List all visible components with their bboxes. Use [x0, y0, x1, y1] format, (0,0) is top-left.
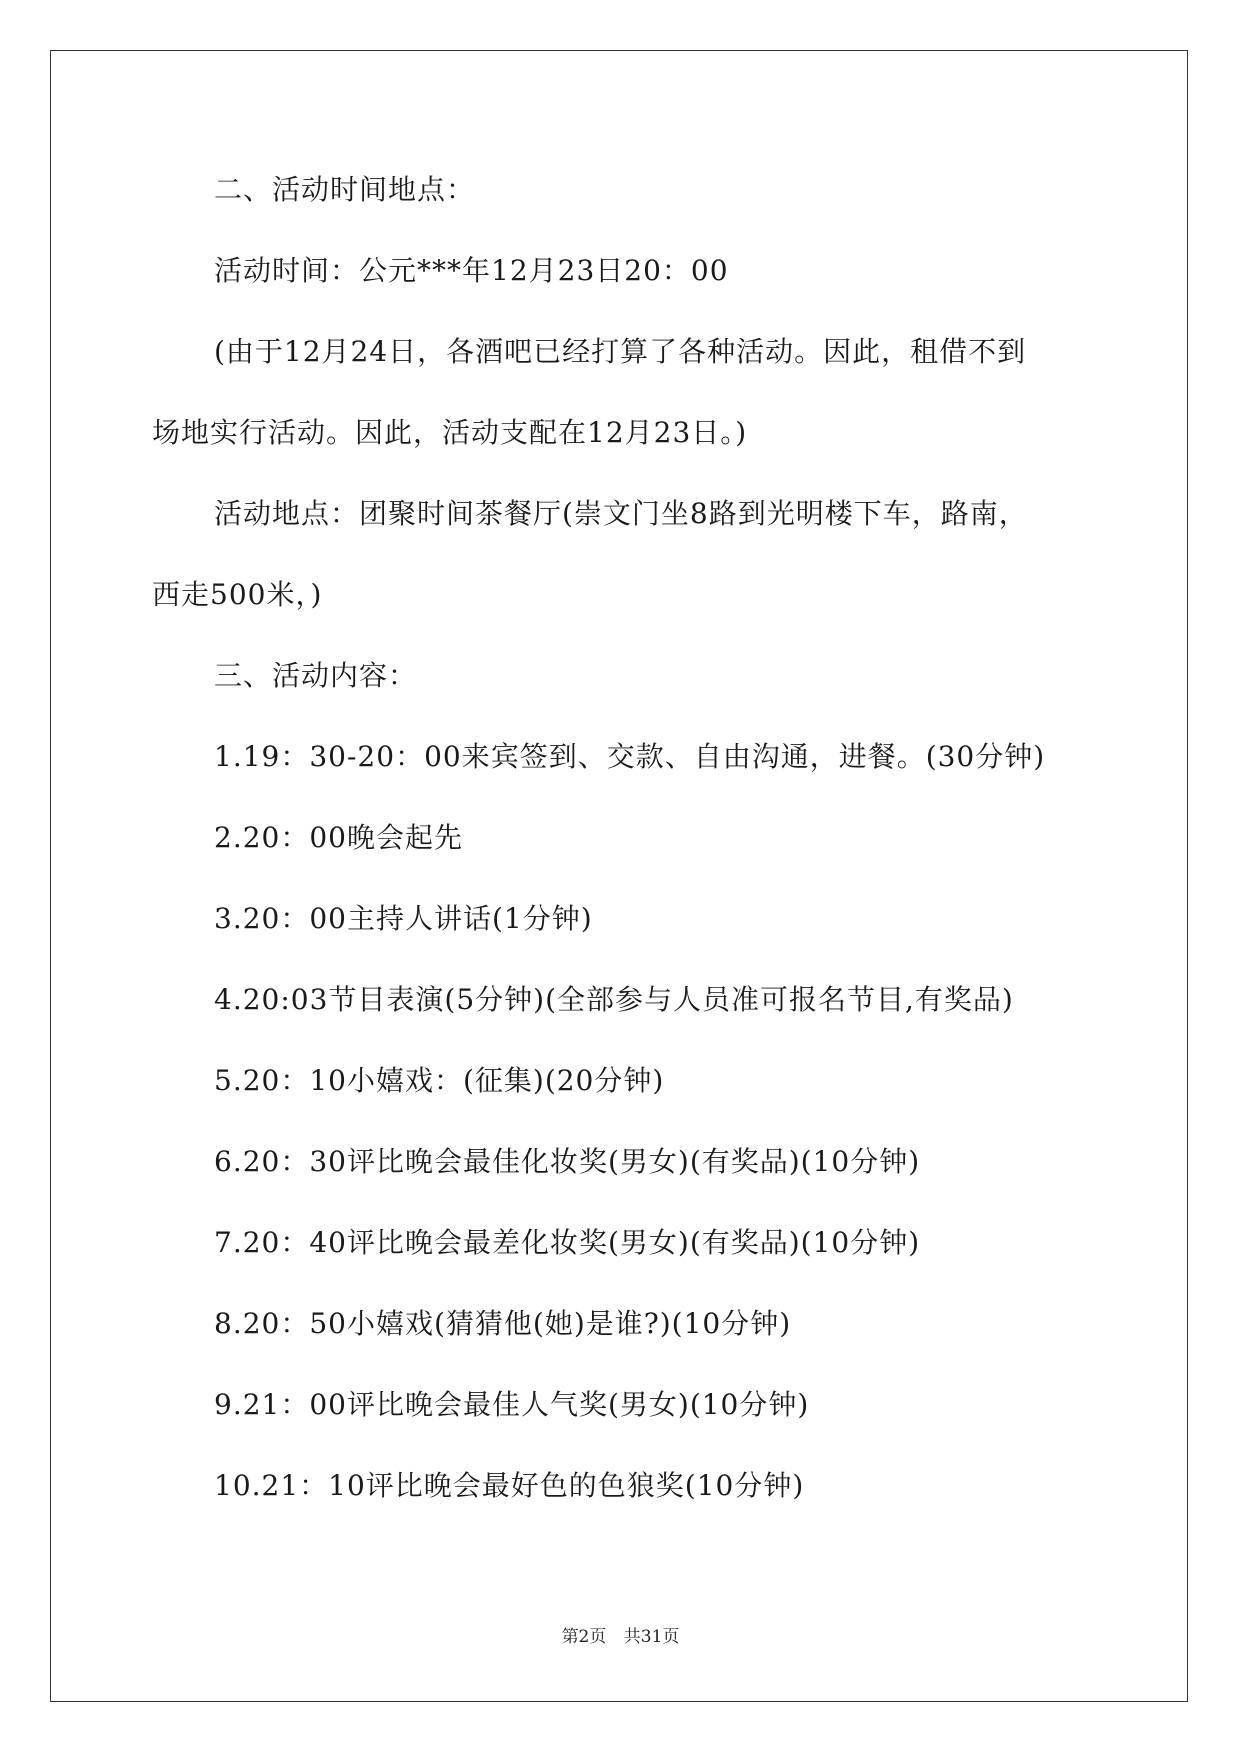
list-item: 7.20：40评比晚会最差化妆奖(男女)(有奖品)(10分钟) — [214, 1226, 921, 1259]
list-item: 8.20：50小嬉戏(猜猜他(她)是谁?)(10分钟) — [214, 1307, 792, 1340]
section-heading-time-place: 二、活动时间地点： — [214, 173, 476, 206]
activity-time: 活动时间：公元***年12月23日20：00 — [214, 254, 729, 287]
list-item: 6.20：30评比晚会最佳化妆奖(男女)(有奖品)(10分钟) — [214, 1145, 921, 1178]
current-page-label: 第2页 — [561, 1627, 607, 1647]
total-pages-label: 共31页 — [623, 1627, 680, 1647]
activity-place-line-1: 活动地点：团聚时间茶餐厅(崇文门坐8路到光明楼下车，路南， — [214, 497, 1028, 530]
list-item: 4.20:03节目表演(5分钟)(全部参与人员准可报名节目,有奖品) — [214, 983, 1014, 1016]
paragraph-note-line-2: 场地实行活动。因此，活动支配在12月23日。) — [152, 416, 748, 449]
list-item: 10.21：10评比晚会最好色的色狼奖(10分钟) — [214, 1469, 805, 1502]
page-footer — [0, 1622, 1241, 1647]
list-item: 9.21：00评比晚会最佳人气奖(男女)(10分钟) — [214, 1388, 810, 1421]
list-item: 5.20：10小嬉戏：(征集)(20分钟) — [214, 1064, 665, 1097]
list-item: 1.19：30-20：00来宾签到、交款、自由沟通，进餐。(30分钟) — [214, 740, 1046, 773]
list-item: 2.20：00晚会起先 — [214, 821, 463, 854]
list-item: 3.20：00主持人讲话(1分钟) — [214, 902, 593, 935]
page-border — [50, 50, 1188, 1702]
paragraph-note-line-1: (由于12月24日，各酒吧已经打算了各种活动。因此，租借不到 — [214, 335, 1027, 368]
activity-place-line-2: 西走500米，) — [152, 578, 323, 611]
section-heading-content: 三、活动内容： — [214, 659, 418, 692]
